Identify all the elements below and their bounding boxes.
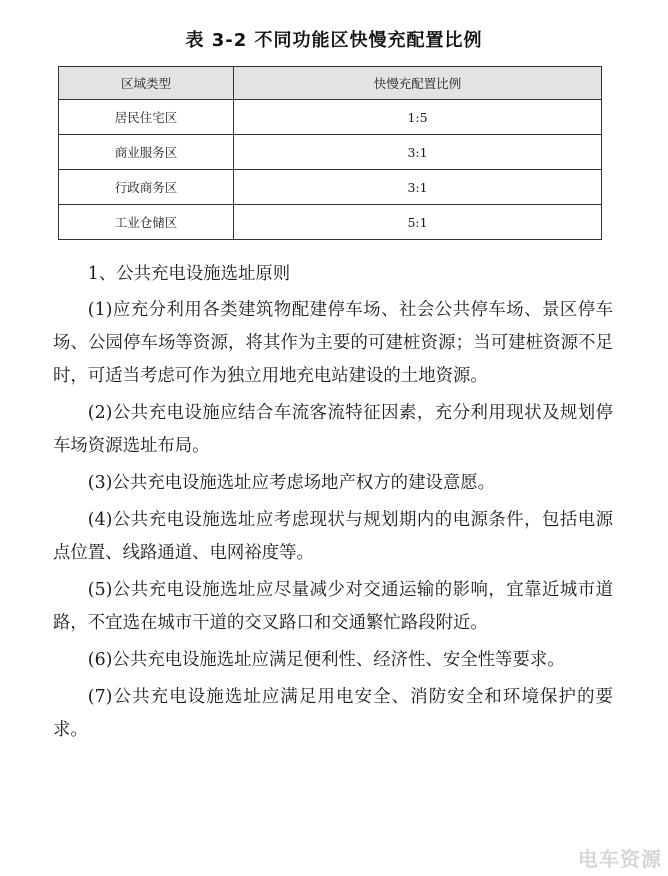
area-type-cell: 工业仓储区 xyxy=(59,205,234,240)
ratio-cell: 3:1 xyxy=(234,170,602,205)
ratio-cell: 5:1 xyxy=(234,205,602,240)
watermark-logo: 电车资源 xyxy=(578,847,662,871)
area-type-cell: 行政商务区 xyxy=(59,170,234,205)
ratio-cell: 3:1 xyxy=(234,135,602,170)
principle-item-4: (4)公共充电设施选址应考虑现状与规划期内的电源条件，包括电源点位置、线路通道、电网裕度等。 xyxy=(53,510,613,563)
ratio-cell: 1:5 xyxy=(234,100,602,135)
table-header-row xyxy=(59,67,602,100)
principle-item-2: (2)公共充电设施应结合车流客流特征因素，充分利用现状及规划停车场资源选址布局。 xyxy=(53,403,613,456)
section-heading: 1、公共充电设施选址原则 xyxy=(87,264,291,284)
principle-item-1: (1)应充分利用各类建筑物配建停车场、社会公共停车场、景区停车场、公园停车场等资源，将其作为主要的可建桩资源；当可建桩资源不足时，可适当考虑可作为独立用地充电站建设的土地资源。 xyxy=(53,300,613,386)
column-header-area-type: 区域类型 xyxy=(59,67,234,100)
table-row xyxy=(59,100,602,135)
table-row xyxy=(59,135,602,170)
area-type-cell: 商业服务区 xyxy=(59,135,234,170)
column-header-ratio: 快慢充配置比例 xyxy=(234,67,602,100)
table-row xyxy=(59,205,602,240)
body-text xyxy=(53,258,613,751)
principle-item-6: (6)公共充电设施选址应满足便利性、经济性、安全性等要求。 xyxy=(87,650,565,670)
area-type-cell: 居民住宅区 xyxy=(59,100,234,135)
table-row xyxy=(59,170,602,205)
ratio-table xyxy=(58,66,602,240)
principle-item-5: (5)公共充电设施选址应尽量减少对交通运输的影响，宜靠近城市道路，不宜选在城市干道的交叉路口和交通繁忙路段附近。 xyxy=(53,580,613,633)
table-title: 表 3-2 不同功能区快慢充配置比例 xyxy=(185,30,483,51)
principle-item-3: (3)公共充电设施选址应考虑场地产权方的建设意愿。 xyxy=(87,473,496,493)
principle-item-7: (7)公共充电设施选址应满足用电安全、消防安全和环境保护的要求。 xyxy=(53,687,613,740)
